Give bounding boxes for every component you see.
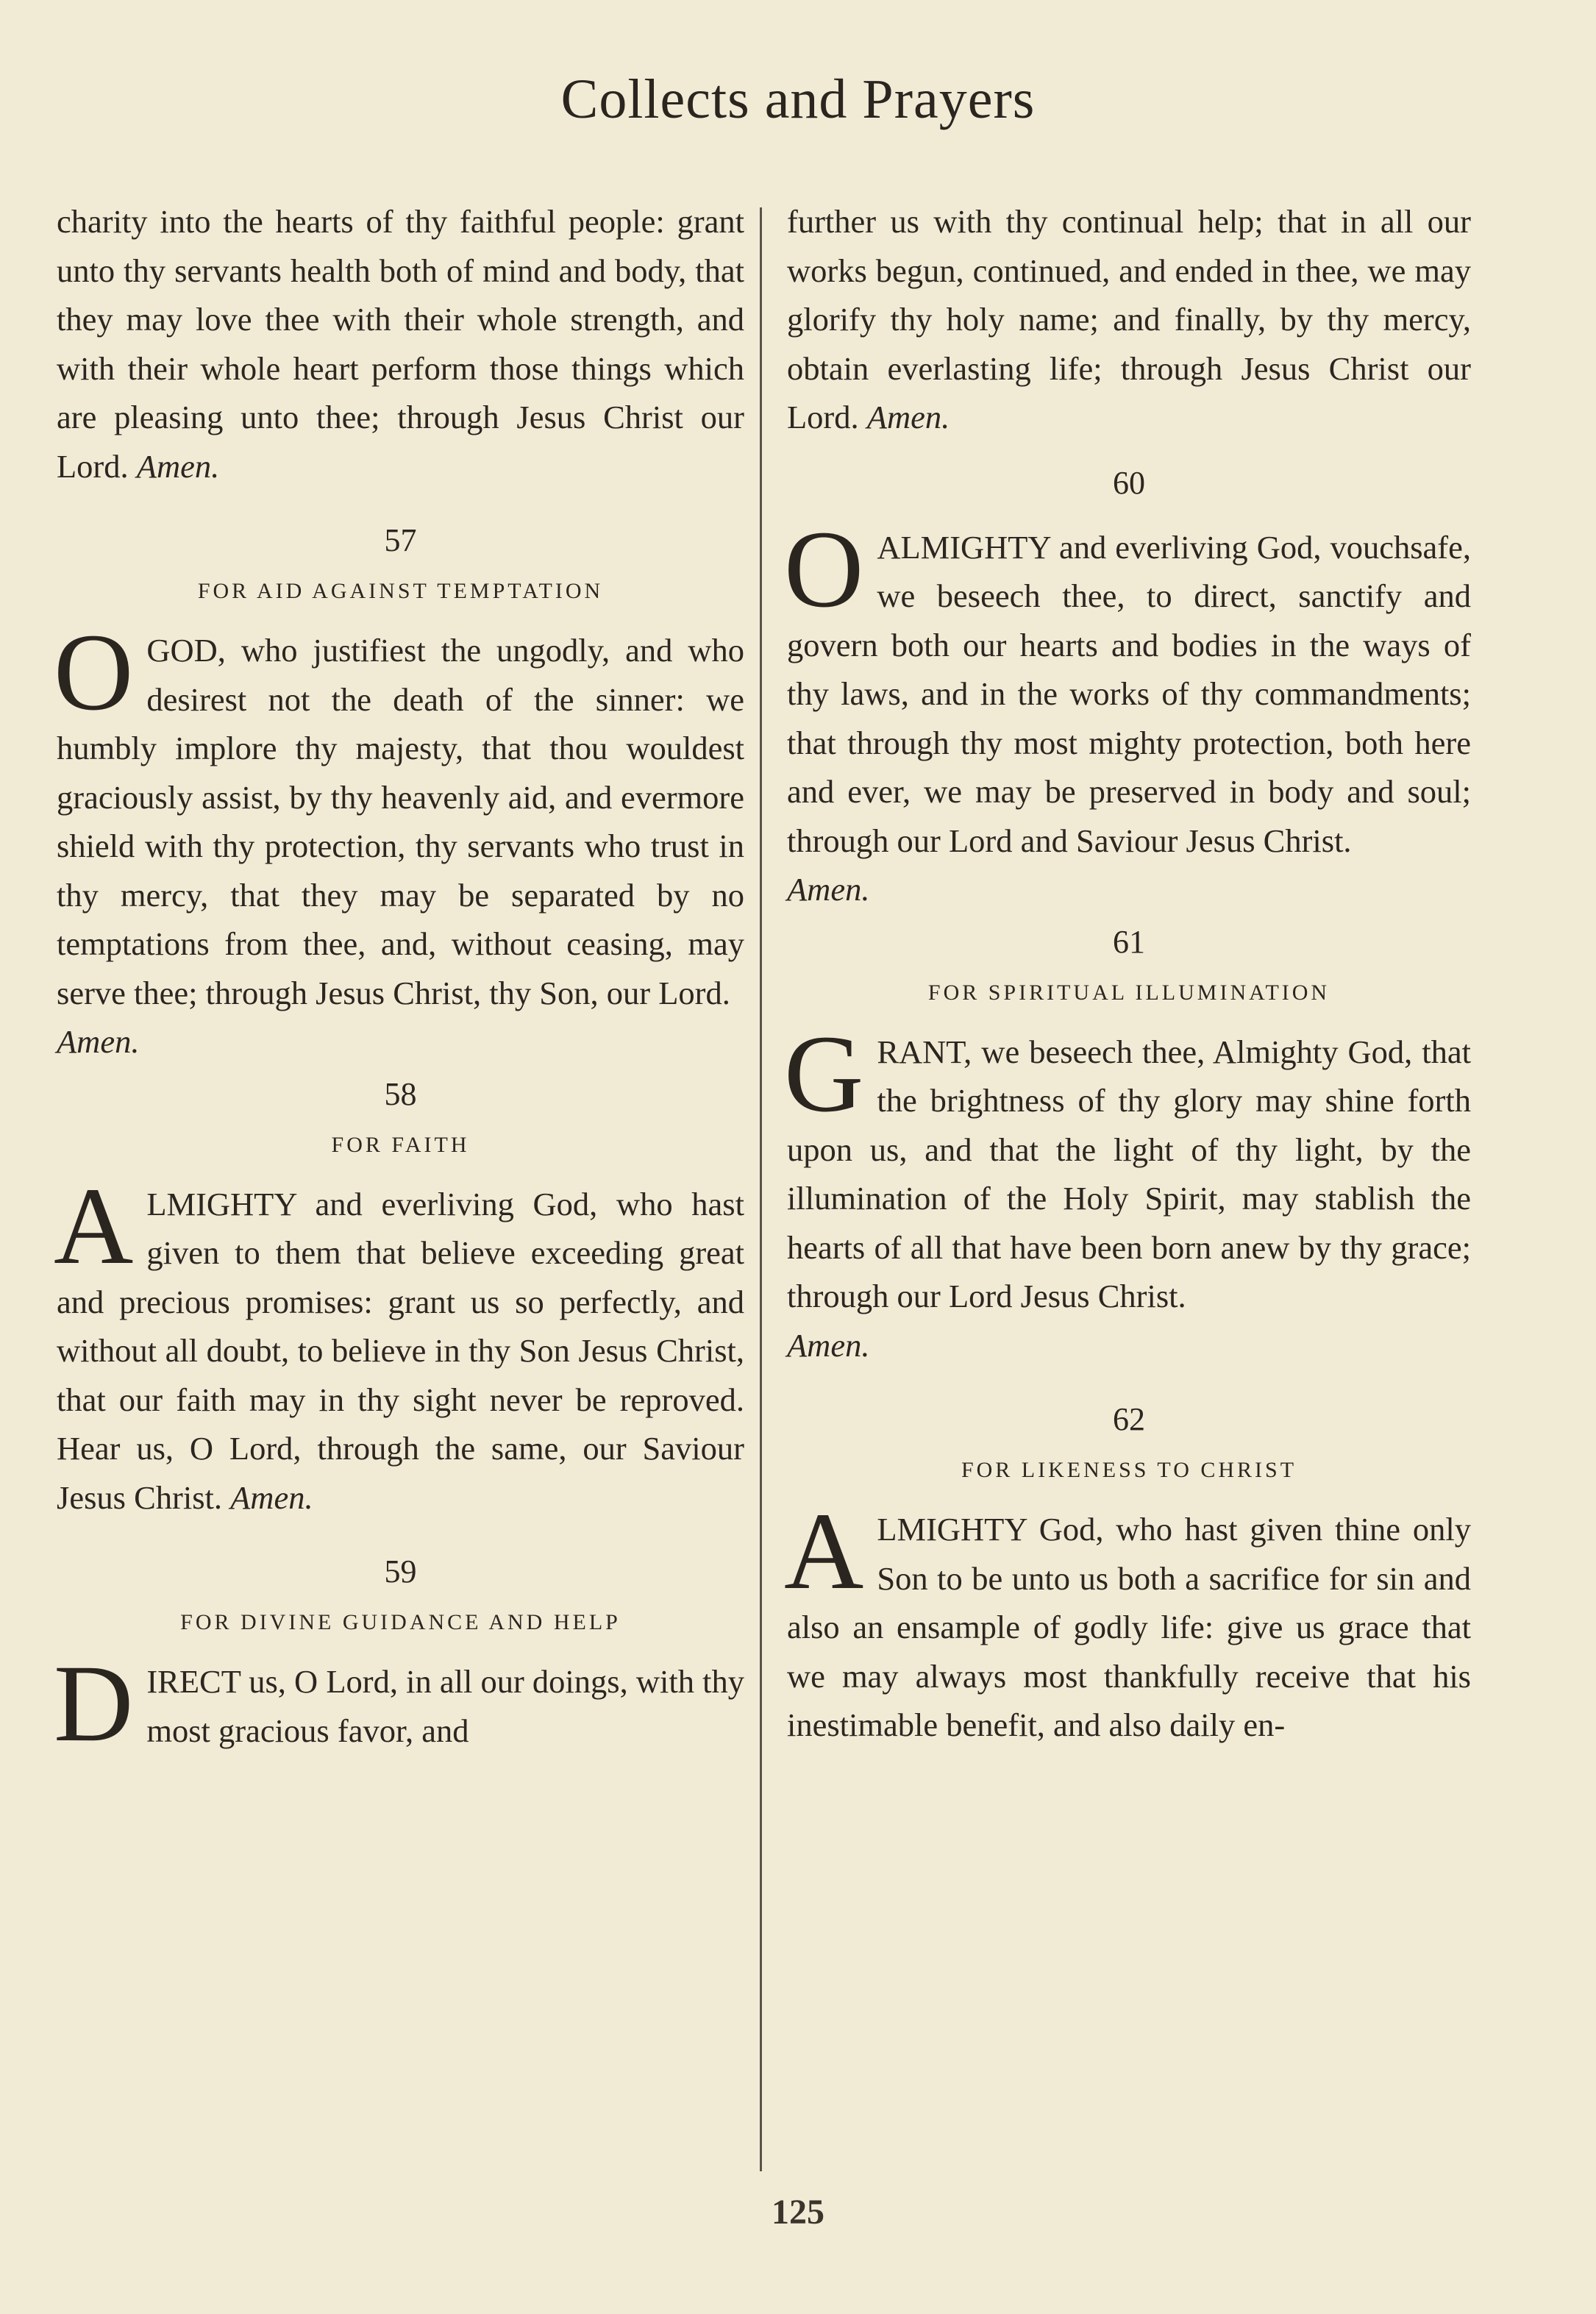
collect-title: FOR DIVINE GUIDANCE AND HELP bbox=[180, 1610, 621, 1634]
continued-prayer bbox=[787, 197, 1471, 442]
prayer-text: IRECT us, O Lord, in all our doings, with thy most gracious favor, and bbox=[146, 1663, 744, 1749]
running-header: Collects and Prayers bbox=[560, 68, 1036, 130]
prayer-text: LMIGHTY and everliving God, who hast given to them that believe exceeding great and precious promises: grant us so perfectly, and without all doubt, to believe in thy Son Jesus Christ, that our faith may in thy sight never be reproved. Hear us, O Lord, through the same, our Saviour Jesus Christ. bbox=[57, 1185, 744, 1516]
collect-body bbox=[784, 1012, 1471, 1370]
amen: Amen. bbox=[787, 1326, 870, 1364]
collect-title: FOR AID AGAINST TEMPTATION bbox=[197, 579, 604, 603]
collect-title: FOR FAITH bbox=[331, 1132, 470, 1157]
amen: Amen. bbox=[57, 1023, 140, 1060]
left-column bbox=[54, 197, 744, 1765]
collect-title: FOR SPIRITUAL ILLUMINATION bbox=[927, 980, 1330, 1005]
amen: Amen. bbox=[866, 399, 950, 435]
prayer-text: further us with thy continual help; that in all our works begun, continued, and ended in thee, we may glorify thy holy name; and finally, by thy mercy, obtain everlasting life; through Jesus Christ our Lord. bbox=[787, 203, 1471, 435]
drop-cap: O bbox=[784, 508, 864, 630]
continued-prayer bbox=[57, 197, 744, 491]
collect-body bbox=[54, 1164, 744, 1523]
drop-cap: O bbox=[54, 611, 134, 733]
drop-cap: D bbox=[54, 1642, 134, 1765]
amen: Amen. bbox=[136, 447, 220, 485]
collect-body bbox=[54, 1642, 744, 1765]
collect-number: 60 bbox=[1113, 464, 1145, 501]
collect-number: 57 bbox=[384, 522, 417, 558]
drop-cap: A bbox=[784, 1490, 864, 1612]
collect-body bbox=[784, 508, 1471, 914]
collect-number: 58 bbox=[384, 1075, 417, 1112]
drop-cap: G bbox=[784, 1012, 864, 1135]
prayer-text: RANT, we beseech thee, Almighty God, that the brightness of thy glory may shine forth upon us, and that the light of thy light, by the illumination of the Holy Spirit, may stablish the hearts of all that have been born anew by thy grace; through our Lord Jesus Christ. bbox=[787, 1033, 1471, 1314]
prayer-text: LMIGHTY God, who hast given thine only Son to be unto us both a sacrifice for sin and also an ensample of godly life: give us grace that we may always most thankfully receive that his inestimable benefit, and also daily en- bbox=[787, 1511, 1471, 1743]
page-number: 125 bbox=[772, 2193, 824, 2232]
prayer-text: charity into the hearts of thy faithful people: grant unto thy servants health both of mind and body, that they may love thee with their whole strength, and with their whole heart perform those things which are pleasing unto thee; through Jesus Christ our Lord. bbox=[57, 203, 744, 485]
column-divider bbox=[760, 207, 762, 2171]
right-column bbox=[784, 197, 1471, 1750]
collect-body bbox=[54, 611, 744, 1067]
prayer-text: GOD, who justifiest the ungodly, and who desirest not the death of the sinner: we humbly implore thy majesty, that thou wouldest graciously assist, by thy heavenly aid, and evermore shield with thy protection, thy servants who trust in thy mercy, that they may be separated by no temptations from thee, and, without ceasing, may serve thee; through Jesus Christ, thy Son, our Lord. bbox=[57, 632, 744, 1011]
collect-number: 62 bbox=[1113, 1401, 1145, 1437]
collect-title: FOR LIKENESS TO CHRIST bbox=[961, 1458, 1297, 1482]
drop-cap: A bbox=[54, 1164, 134, 1287]
collect-number: 61 bbox=[1113, 923, 1145, 960]
collect-body bbox=[784, 1490, 1471, 1750]
amen: Amen. bbox=[230, 1478, 313, 1516]
collect-number: 59 bbox=[384, 1553, 417, 1589]
amen: Amen. bbox=[787, 871, 870, 908]
prayer-text: ALMIGHTY and everliving God, vouchsafe, we beseech thee, to direct, sanctify and govern both our hearts and bodies in the ways of thy laws, and in the works of thy commandments; that through thy most mighty protection, both here and ever, we may be preserved in body and soul; through our Lord and Saviour Jesus Christ. bbox=[787, 528, 1471, 859]
